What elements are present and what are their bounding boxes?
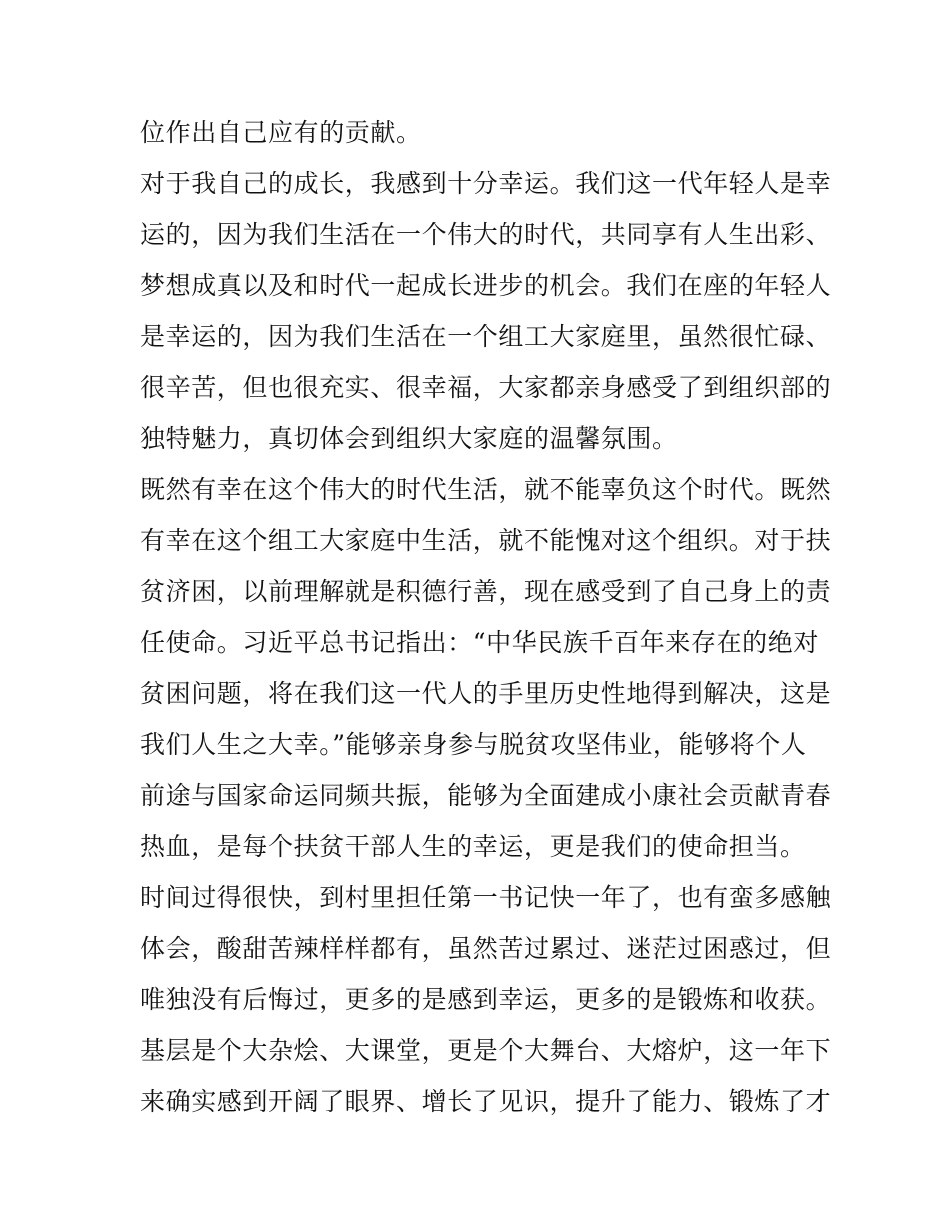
text-line: 体会，酸甜苦辣样样都有，虽然苦过累过、迷茫过困惑过，但 [140,934,832,963]
text-line: 来确实感到开阔了眼界、增长了见识，提升了能力、锻炼了才 [140,1087,832,1116]
text-line: 贫困问题，将在我们这一代人的手里历史性地得到解决，这是 [140,679,832,708]
text-line: 既然有幸在这个伟大的时代生活，就不能辜负这个时代。既然 [140,475,832,504]
text-line: 时间过得很快，到村里担任第一书记快一年了，也有蛮多感触 [140,883,832,912]
text-line: 梦想成真以及和时代一起成长进步的机会。我们在座的年轻人 [140,271,832,300]
text-line: 有幸在这个组工大家庭中生活，就不能愧对这个组织。对于扶 [140,526,832,555]
text-line: 位作出自己应有的贡献。 [140,118,422,147]
text-line: 任使命。习近平总书记指出：“中华民族千百年来存在的绝对 [140,628,819,657]
text-line: 运的，因为我们生活在一个伟大的时代，共同享有人生出彩、 [140,220,832,249]
text-line: 我们人生之大幸。”能够亲身参与脱贫攻坚伟业，能够将个人 [140,730,807,759]
text-line: 唯独没有后悔过，更多的是感到幸运，更多的是锻炼和收获。 [140,985,832,1014]
document-page [140,107,832,1127]
text-line: 前途与国家命运同频共振，能够为全面建成小康社会贡献青春 [140,781,832,810]
text-line: 基层是个大杂烩、大课堂，更是个大舞台、大熔炉，这一年下 [140,1036,832,1065]
text-line: 热血，是每个扶贫干部人生的幸运，更是我们的使命担当。 [140,832,806,861]
text-line: 贫济困，以前理解就是积德行善，现在感受到了自己身上的责 [140,577,832,606]
text-line: 对于我自己的成长，我感到十分幸运。我们这一代年轻人是幸 [140,169,832,198]
text-line: 是幸运的，因为我们生活在一个组工大家庭里，虽然很忙碌、 [140,322,832,351]
text-line: 独特魅力，真切体会到组织大家庭的温馨氛围。 [140,424,678,453]
text-line: 很辛苦，但也很充实、很幸福，大家都亲身感受了到组织部的 [140,373,832,402]
